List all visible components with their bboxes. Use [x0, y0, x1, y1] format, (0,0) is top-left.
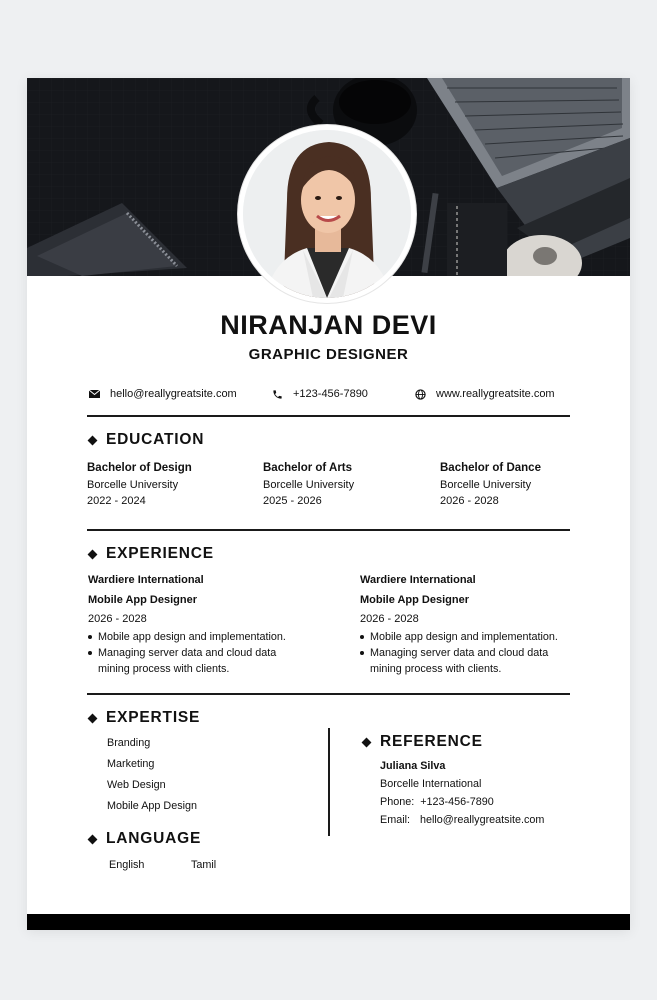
expertise-heading-text: EXPERTISE [106, 709, 201, 726]
education-heading [87, 431, 204, 449]
education-heading-text: EDUCATION [106, 431, 205, 448]
website-text: www.reallygreatsite.com [436, 388, 555, 400]
experience-bullet: Mobile app design and implementation. [88, 629, 303, 645]
contact-email[interactable] [87, 387, 237, 401]
phone-text: +123-456-7890 [293, 388, 368, 400]
experience-years: 2026 - 2028 [360, 613, 419, 625]
experience-item [360, 574, 575, 677]
experience-role: Mobile App Designer [88, 594, 197, 606]
education-years: 2026 - 2028 [440, 495, 499, 507]
reference-email-label: Email: [380, 814, 410, 826]
experience-heading-text: EXPERIENCE [106, 545, 214, 562]
expertise-item: Marketing [107, 758, 155, 770]
expertise-item: Mobile App Design [107, 800, 198, 812]
diamond-bullet-icon [362, 737, 372, 747]
language-item: English [109, 859, 145, 871]
education-item [263, 462, 354, 507]
experience-bullets [360, 629, 575, 677]
reference-company: Borcelle International [380, 778, 482, 790]
diamond-bullet-icon [88, 549, 98, 559]
experience-bullet: Mobile app design and implementation. [360, 629, 575, 645]
experience-bullet: Managing server data and cloud data mining process with clients. [360, 645, 575, 677]
profile-photo [243, 130, 411, 298]
divider-3 [87, 693, 570, 695]
reference-name: Juliana Silva [380, 760, 446, 772]
expertise-heading [87, 709, 200, 727]
education-degree: Bachelor of Arts [263, 462, 353, 474]
language-heading [87, 830, 201, 848]
education-degree: Bachelor of Dance [440, 462, 541, 474]
contact-phone[interactable] [270, 387, 368, 401]
education-school: Borcelle University [87, 479, 179, 491]
reference-phone-label: Phone: [380, 796, 415, 808]
envelope-icon [87, 387, 101, 401]
experience-company: Wardiere International [88, 574, 204, 586]
person-name: NIRANJAN DEVI [220, 310, 437, 340]
divider-2 [87, 529, 570, 531]
email-text: hello@reallygreatsite.com [110, 388, 237, 400]
job-title: GRAPHIC DESIGNER [248, 346, 409, 363]
expertise-list [107, 737, 197, 812]
experience-company: Wardiere International [360, 574, 476, 586]
globe-icon [413, 387, 427, 401]
reference-email-value[interactable]: hello@reallygreatsite.com [420, 814, 545, 826]
reference-heading-text: REFERENCE [380, 733, 483, 750]
language-item: Tamil [191, 859, 217, 871]
experience-bullets [88, 629, 303, 677]
experience-years: 2026 - 2028 [88, 613, 147, 625]
contact-website[interactable] [413, 387, 555, 401]
phone-icon [270, 387, 284, 401]
diamond-bullet-icon [88, 834, 98, 844]
portrait-illustration [243, 130, 411, 298]
education-years: 2025 - 2026 [263, 495, 322, 507]
expertise-item: Web Design [107, 779, 166, 791]
reference-block [380, 760, 544, 826]
resume-page [27, 78, 630, 930]
education-item [87, 462, 192, 507]
education-years: 2022 - 2024 [87, 495, 146, 507]
vertical-divider [328, 728, 330, 836]
diamond-bullet-icon [88, 435, 98, 445]
reference-email [380, 814, 544, 826]
reference-phone-value[interactable]: +123-456-7890 [420, 796, 494, 808]
experience-role: Mobile App Designer [360, 594, 469, 606]
experience-item [88, 574, 303, 677]
education-school: Borcelle University [263, 479, 355, 491]
reference-phone [380, 796, 544, 808]
diamond-bullet-icon [88, 713, 98, 723]
reference-heading [361, 733, 483, 751]
divider-1 [87, 415, 570, 417]
experience-heading [87, 545, 214, 563]
experience-bullet: Managing server data and cloud data mining process with clients. [88, 645, 303, 677]
expertise-item: Branding [107, 737, 151, 749]
profile-photo-frame [238, 125, 416, 303]
education-school: Borcelle University [440, 479, 532, 491]
education-degree: Bachelor of Design [87, 462, 192, 474]
footer-bar [27, 914, 630, 930]
language-heading-text: LANGUAGE [106, 830, 202, 847]
education-item [440, 462, 541, 507]
